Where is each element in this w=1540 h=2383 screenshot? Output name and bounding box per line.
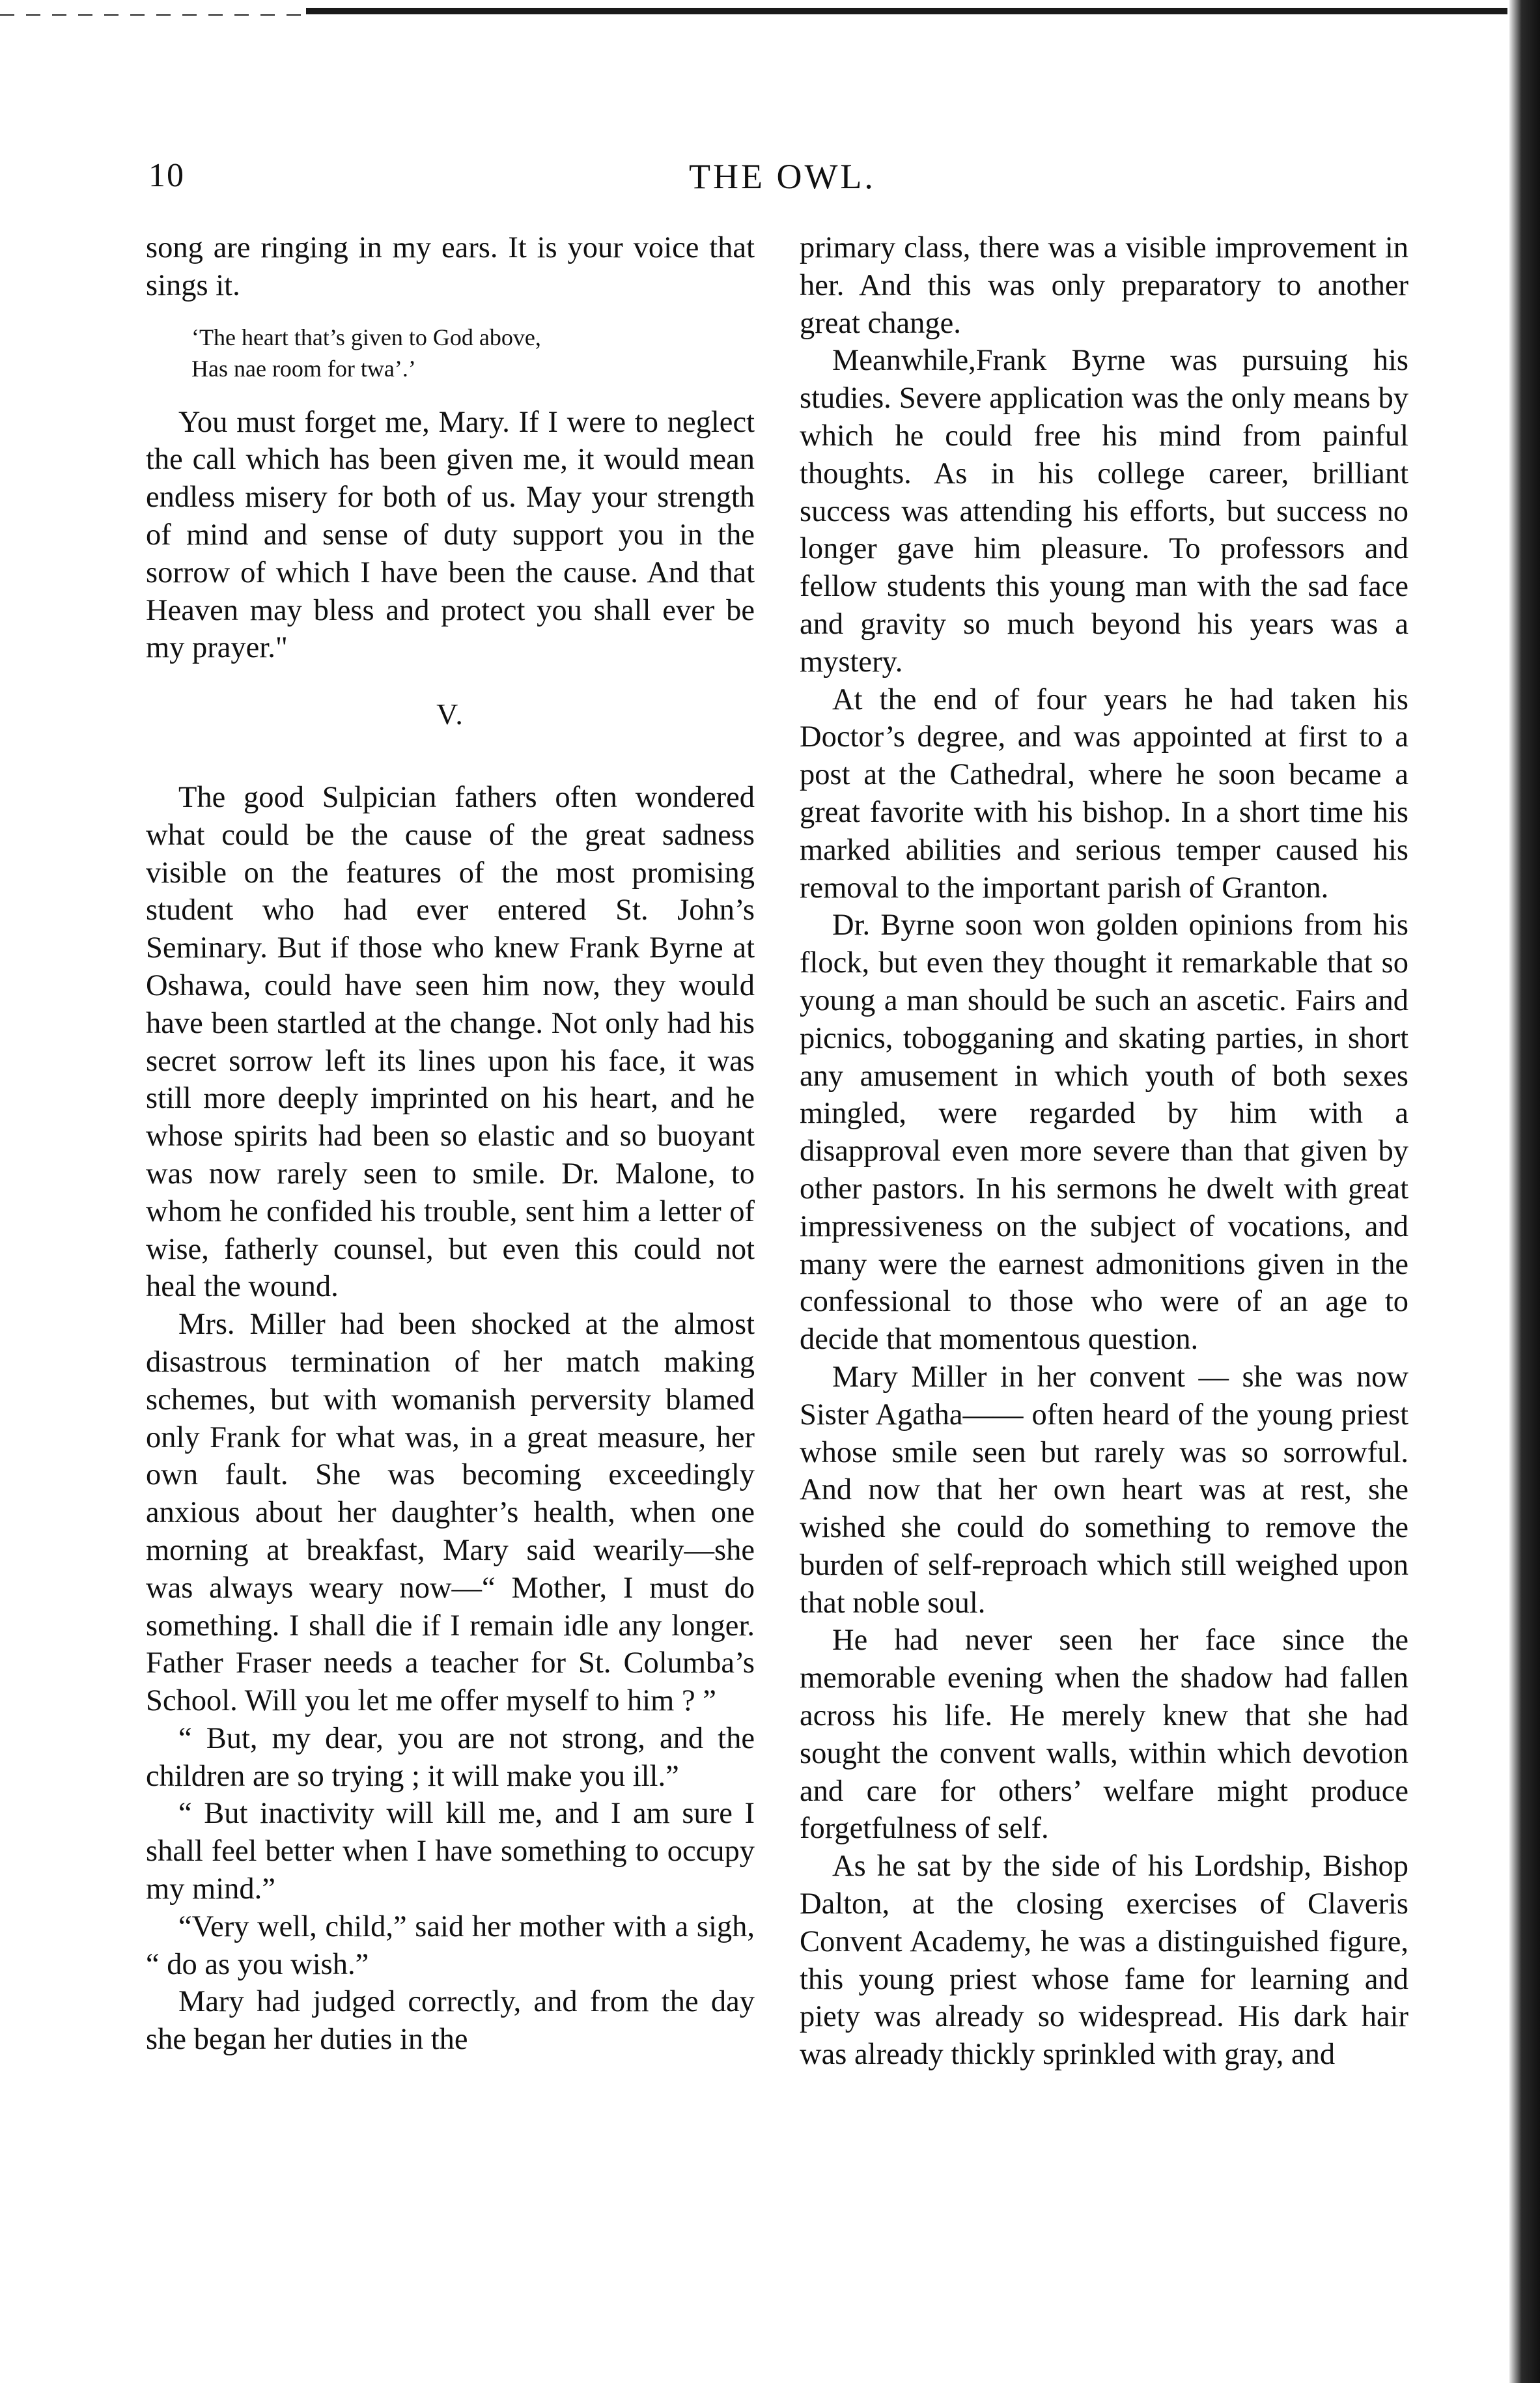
- paragraph: Mary Miller in her convent — she was now Sister Agatha—— often heard of the young priest whose smile seen but rarely was so sorrowful. And now that her own heart was at rest, she wished she could do something to remove the burden of self-reproach which still weighed upon that noble soul.: [800, 1360, 1408, 1620]
- paragraph: Meanwhile,Frank Byrne was pursuing his studies. Severe application was the only means by which he could free his mind from painful thoughts. As in his college career, brilliant success was attending his efforts, but success no longer gave him pleasure. To professors and fellow students this young man with the sad face and gravity so much beyond his years was a mystery.: [800, 344, 1408, 679]
- paragraph: He had never seen her face since the memorable evening when the shadow had fallen across his life. He merely knew that she had sought the convent walls, within which devotion and care for others’ welfare might produce forgetfulness of self.: [800, 1624, 1408, 1846]
- paragraph: song are ringing in my ears. It is your voice that sings it.: [146, 231, 755, 302]
- paragraph: primary class, there was a visible improvement in her. And this was only preparatory to another great change.: [800, 231, 1408, 340]
- top-border-rule: [306, 8, 1507, 14]
- section-heading: V.: [436, 698, 464, 731]
- running-title: THE OWL.: [689, 157, 876, 196]
- paragraph: “ But, my dear, you are not strong, and the children are so trying ; it will make you ill.”: [146, 1721, 755, 1793]
- page-edge-shadow: [1509, 0, 1540, 2383]
- paragraph: The good Sulpician fathers often wondered what could be the cause of the great sadness visible on the features of the most promising student who had ever entered St. John’s Seminary. But if those who knew Frank Byrne at Oshawa, could have seen him now, they would have been startled at the change. Not only had his secret sorrow left its lines upon his face, it was still more deeply imprinted on his heart, and he whose spirits had been so elastic and so buoyant was now rarely seen to smile. Dr. Malone, to whom he confided his trouble, sent him a letter of wise, fatherly counsel, but even this could not heal the wound.: [146, 780, 755, 1304]
- paragraph: At the end of four years he had taken his Doctor’s degree, and was appointed at first to a post at the Cathedral, where he soon became a great favorite with his bishop. In a short time his marked abilities and serious temper caused his removal to the important parish of Granton.: [800, 683, 1408, 905]
- right-column: [800, 229, 1408, 2074]
- paragraph: Mrs. Miller had been shocked at the almost disastrous termination of her match making schemes, but with womanish perversity blamed only Frank for what was, in a great measure, her own fault. She was becoming exceedingly anxious about her daughter’s health, when one morning at breakfast, Mary said wearily—she was always weary now—“ Mother, I must do something. I shall die if I remain idle any longer. Father Fraser needs a teacher for St. Columba’s School. Will you let me offer myself to him ? ”: [146, 1308, 755, 1718]
- paragraph: Dr. Byrne soon won golden opinions from his flock, but even they thought it remarkable that so young a man should be such an ascetic. Fairs and picnics, tobogganing and skating parties, in short any amusement in which youth of both sexes mingled, were regarded by him with a disapproval even more severe than that given by other pastors. In his sermons he dwelt with great impressiveness on the subject of vocations, and many were the earnest admonitions given in the confessional to those who were of an age to decide that momentous question.: [800, 909, 1408, 1357]
- top-border-dashes: [0, 14, 306, 16]
- paragraph: As he sat by the side of his Lordship, Bishop Dalton, at the closing exercises of Claveris Convent Academy, he was a distinguished figure, this young priest whose fame for learning and piety was already so widespread. His dark hair was already thickly sprinkled with gray, and: [800, 1850, 1408, 2072]
- verse-line: ‘The heart that’s given to God above,: [191, 324, 541, 350]
- paragraph: You must forget me, Mary. If I were to neglect the call which has been given me, it would mean endless misery for both of us. May your strength of mind and sense of duty support you in the sorrow of which I have been the cause. And that Heaven may bless and protect you shall ever be my prayer.": [146, 405, 755, 665]
- paragraph: “ But inactivity will kill me, and I am sure I shall feel better when I have something to occupy my mind.”: [146, 1797, 755, 1906]
- paragraph: “Very well, child,” said her mother with a sigh, “ do as you wish.”: [146, 1910, 755, 1981]
- paragraph: Mary had judged correctly, and from the day she began her duties in the: [146, 1985, 755, 2057]
- page-number: 10: [148, 157, 185, 194]
- verse-quote: [191, 322, 755, 384]
- verse-line: Has nae room for twa’.’: [191, 355, 416, 382]
- page-header: [148, 156, 1490, 208]
- left-column: [146, 229, 755, 2059]
